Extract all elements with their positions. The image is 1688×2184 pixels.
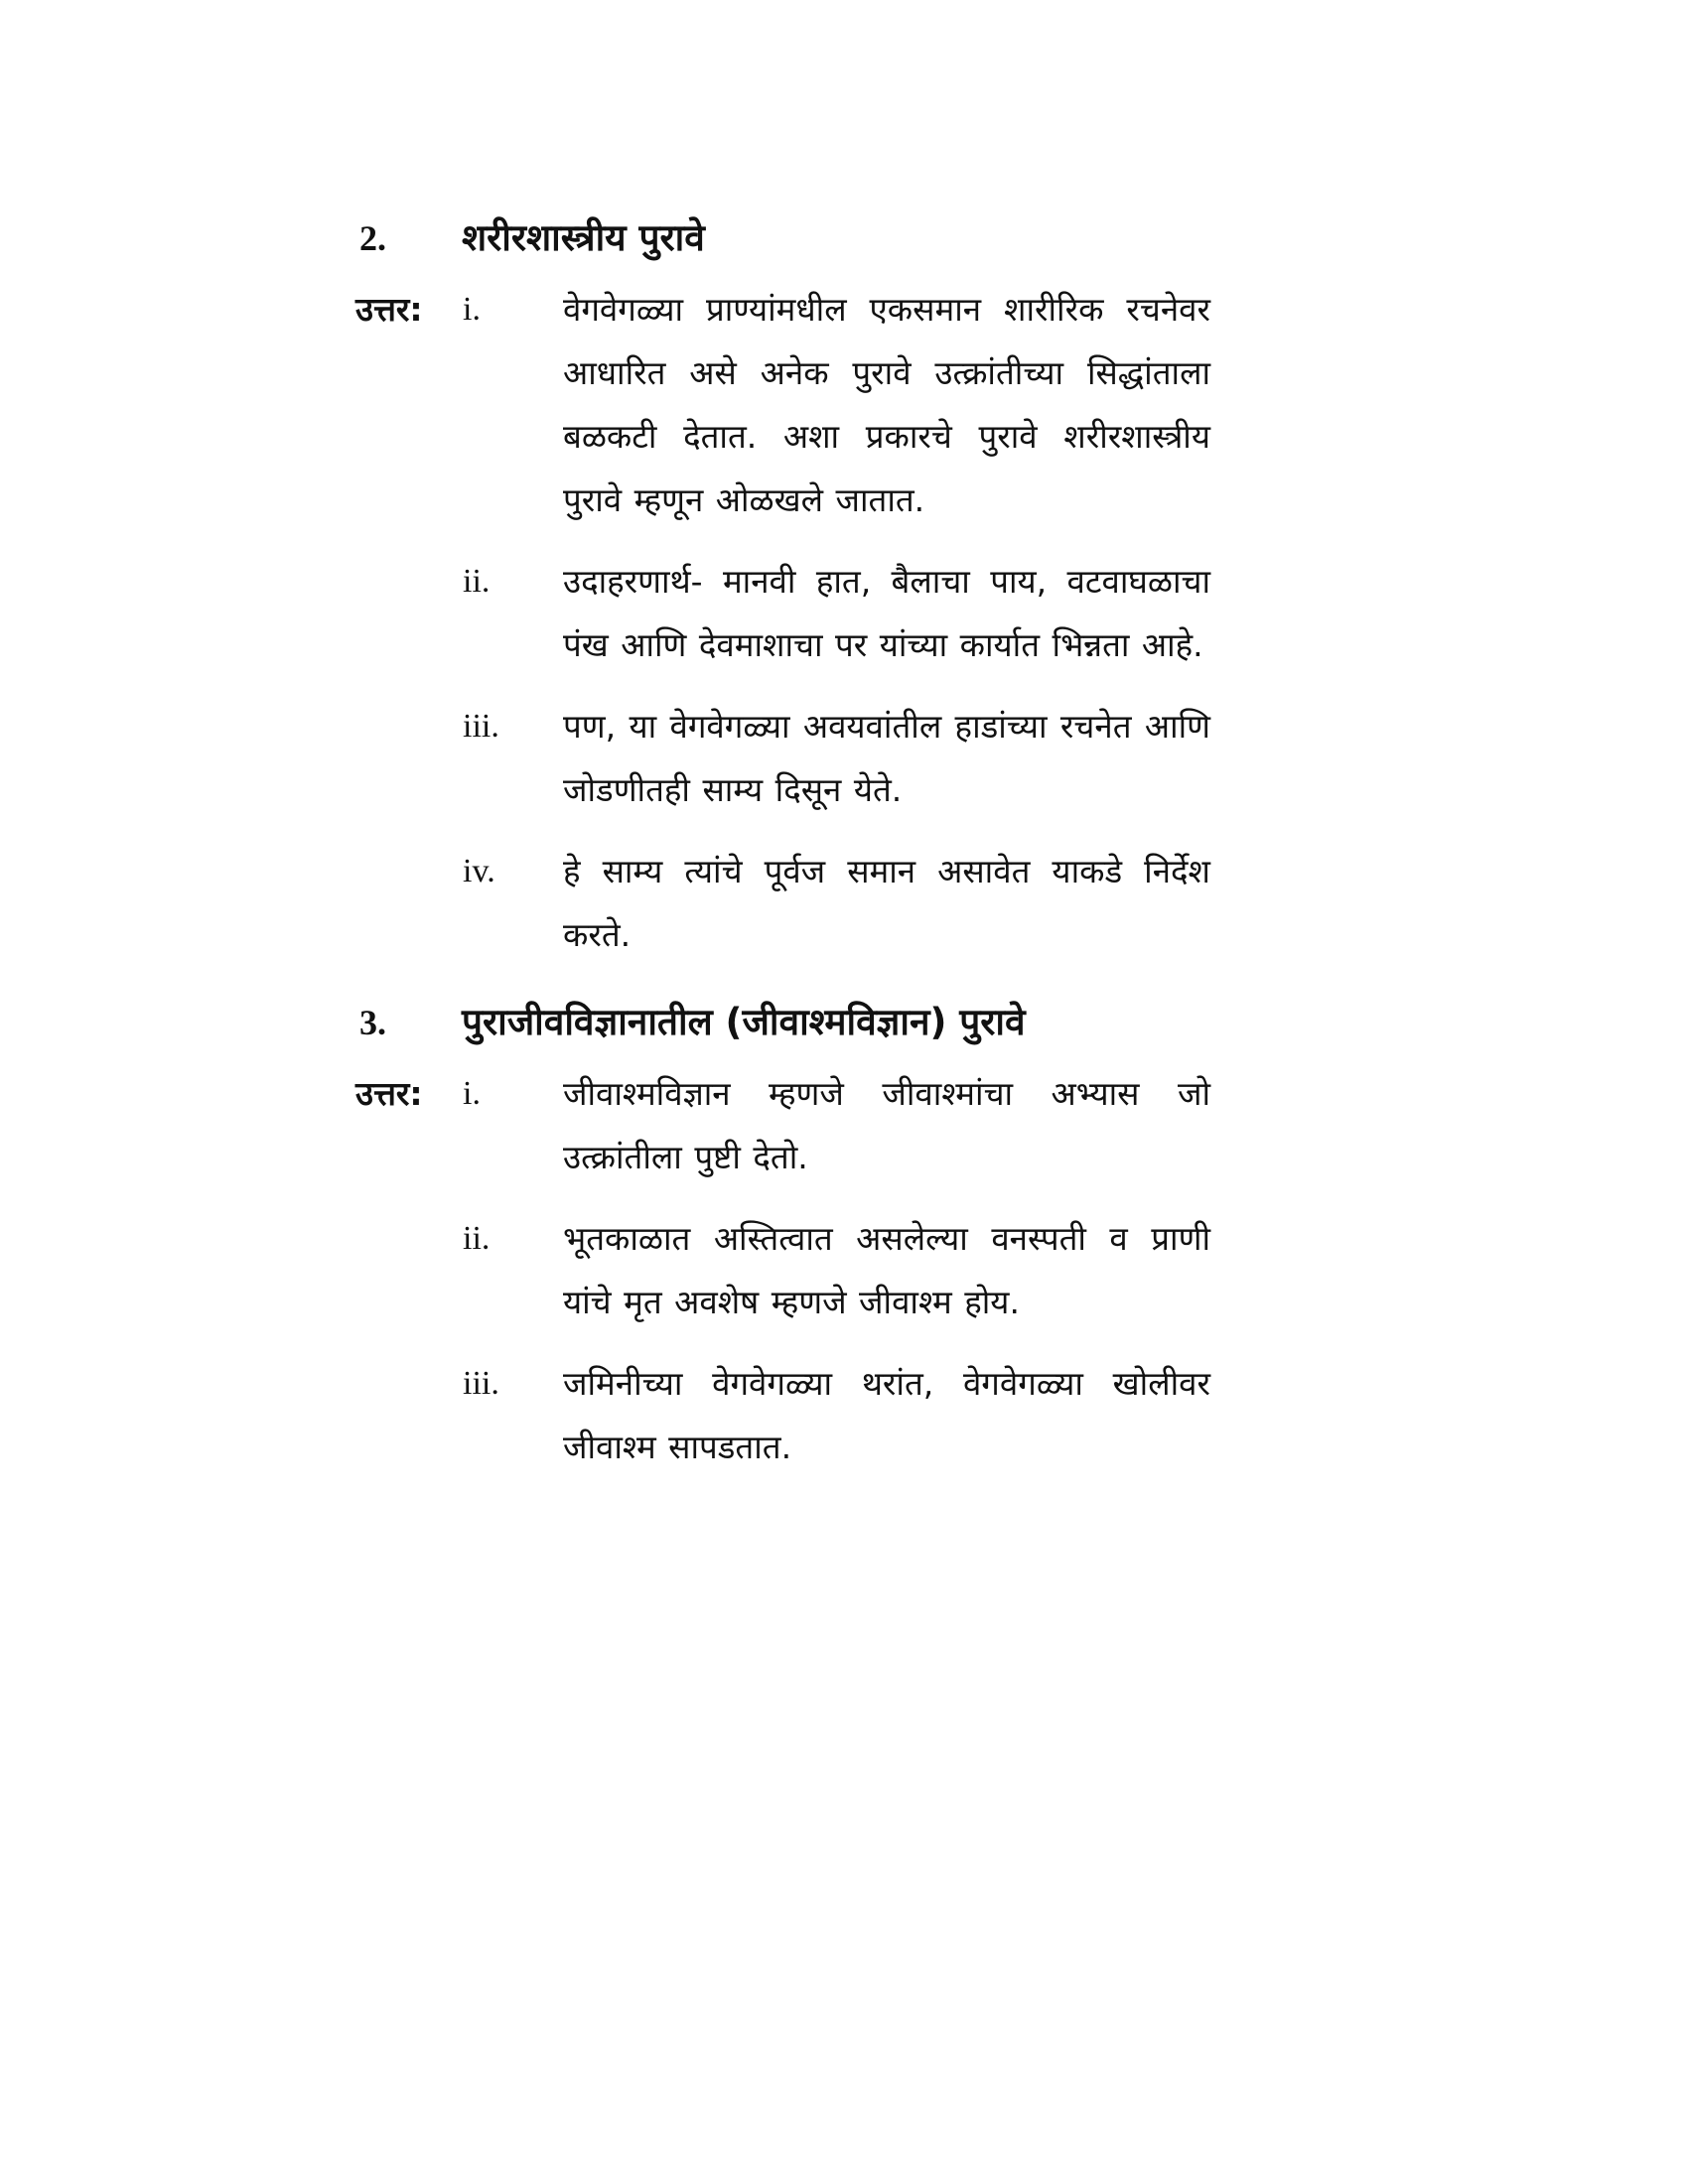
point-marker: i.: [463, 1075, 481, 1112]
section-title: शरीरशास्त्रीय पुरावे: [462, 216, 705, 259]
point-text: उदाहरणार्थ- मानवी हात, बैलाचा पाय, वटवाघळाचा पंख आणि देवमाशाचा पर यांच्या कार्यात भिन्नता आहे.: [563, 562, 1210, 664]
answer-point: [0, 1062, 1688, 1189]
answer-point: [0, 695, 1688, 822]
point-text: जमिनीच्या वेगवेगळ्या थरांत, वेगवेगळ्या खोलीवर जीवाश्म सापडतात.: [563, 1364, 1210, 1466]
point-marker: ii.: [463, 1220, 491, 1257]
section-number: 3.: [359, 1003, 386, 1042]
point-text: पण, या वेगवेगळ्या अवयवांतील हाडांच्या रचनेत आणि जोडणीतही साम्य दिसून येते.: [563, 707, 1210, 809]
point-marker: iv.: [463, 853, 495, 889]
point-marker: iii.: [463, 1365, 499, 1402]
answer-point: [0, 1352, 1688, 1479]
section-title: पुराजीवविज्ञानातील (जीवाश्मविज्ञान) पुरावे: [462, 1001, 1026, 1043]
point-marker: iii.: [463, 708, 499, 745]
section-number: 2.: [359, 218, 386, 258]
answer-point: [0, 1207, 1688, 1334]
section-anatomical-evidence: [0, 208, 1688, 967]
section-paleontological-evidence: [0, 993, 1688, 1479]
section-heading: [0, 208, 1688, 268]
answer-label: उत्तर:: [355, 1074, 423, 1113]
point-text: भूतकाळात अस्तित्वात असलेल्या वनस्पती व प्राणी यांचे मृत अवशेष म्हणजे जीवाश्म होय.: [563, 1219, 1210, 1321]
point-text: हे साम्य त्यांचे पूर्वज समान असावेत याकडे निर्देश करते.: [563, 852, 1210, 954]
point-marker: i.: [463, 291, 481, 328]
answer-point: [0, 550, 1688, 677]
point-text: जीवाश्मविज्ञान म्हणजे जीवाश्मांचा अभ्यास जो उत्क्रांतीला पुष्टी देतो.: [563, 1074, 1210, 1176]
answer-point: [0, 840, 1688, 967]
answer-label: उत्तर:: [355, 290, 423, 329]
section-heading: [0, 993, 1688, 1052]
point-text: वेगवेगळ्या प्राण्यांमधील एकसमान शारीरिक रचनेवर आधारित असे अनेक पुरावे उत्क्रांतीच्या सिद्धांताला बळकटी देतात. अशा प्रकारचे पुरावे शरीरशास्त्रीय पुरावे म्हणून ओळखले जातात.: [563, 290, 1210, 519]
answer-point: [0, 278, 1688, 532]
point-marker: ii.: [463, 563, 491, 600]
